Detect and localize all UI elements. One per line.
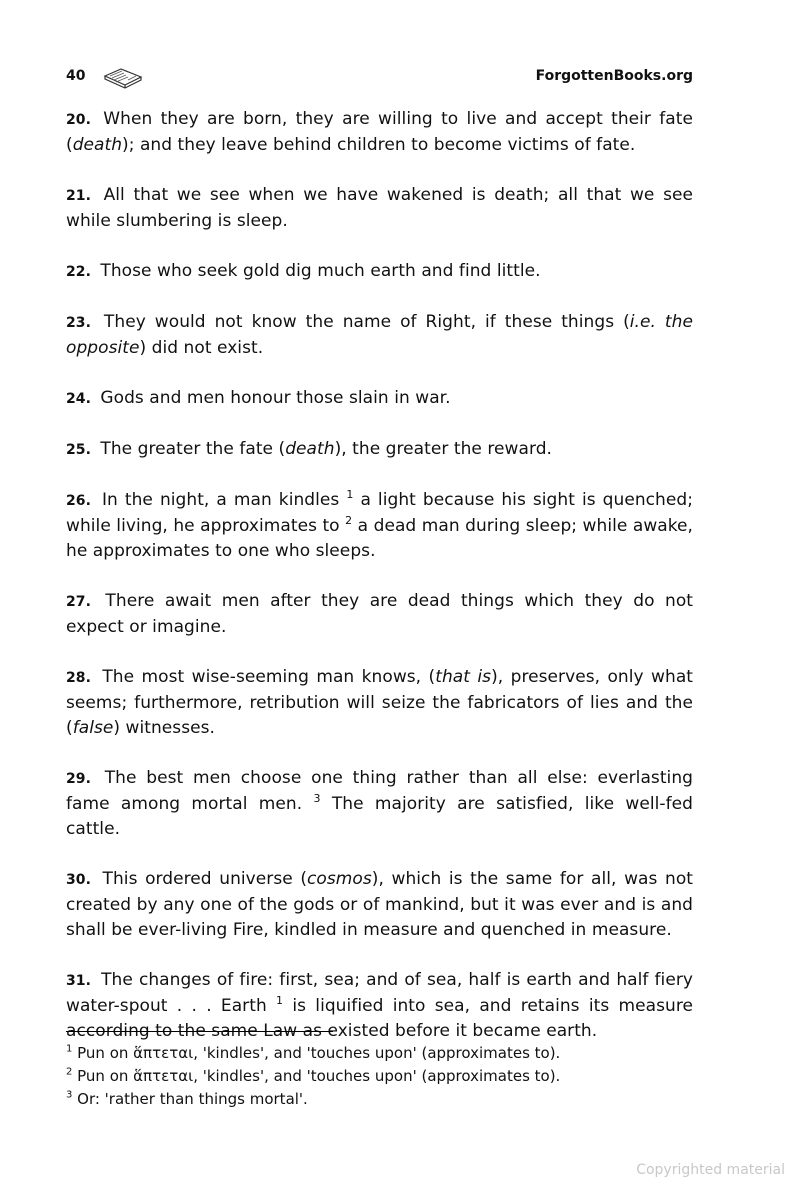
fragment-number: 20. [66,112,91,128]
text-run: Those who seek gold dig much earth and find little. [94,261,541,281]
text-run: ) did not exist. [139,338,264,358]
footnote-text: Pun on ἅπτεται, 'kindles', and 'touches upon' (approximates to). [72,1067,561,1085]
text-run: is liquified into sea, and retains its measure according to the same Law as existed before it became earth. [66,996,693,1041]
text-run: The best men choose one thing rather than all else: everlasting fame among mortal men. [66,768,693,814]
page-header [66,66,693,92]
fragment-number: 21. [66,188,91,204]
fragment-number: 22. [66,264,91,280]
text-run: They would not know the name of Right, if these things ( [94,312,630,332]
italic-text: cosmos [307,869,372,889]
text-run: Gods and men honour those slain in war. [94,388,451,408]
text-run: ), the greater the reward. [334,439,552,459]
text-run: In the night, a man kindles [94,490,347,510]
italic-text: false [72,718,114,738]
text-run: The changes of fire: first, sea; and of sea, half is earth and half fiery water-spout . . . Earth [66,970,693,1016]
main-text [66,107,693,1069]
fragment-number: 26. [66,493,91,509]
text-run: ) witnesses. [113,718,215,738]
text-run: a dead man during sleep; while awake, he approximates to one who sleeps. [66,516,693,561]
fragment-paragraph [66,386,693,412]
fragment-paragraph [66,183,693,234]
text-run: ); and they leave behind children to become victims of fate. [122,135,636,155]
footnote [66,1088,693,1111]
fragment-number: 31. [66,973,91,989]
text-run: The greater the fate ( [94,439,286,459]
fragment-number: 24. [66,391,91,407]
fragment-paragraph [66,107,693,158]
footnote-text: Or: 'rather than things mortal'. [72,1090,308,1108]
fragment-number: 28. [66,670,91,686]
text-run: The most wise-seeming man knows, ( [94,667,436,687]
fragment-paragraph [66,310,693,361]
italic-text: i.e. the opposite [66,312,693,358]
footnotes [66,1042,693,1111]
fragment-paragraph [66,488,693,564]
fragment-paragraph [66,259,693,285]
text-run: When they are born, they are willing to live and accept their fate ( [66,109,693,155]
text-run: ), which is the same for all, was not created by any one of the gods or of mankind, but it was ever and is and shall be ever-living Fire, kindled in measure and quenched in measure. [66,869,693,940]
text-run: The majority are satisfied, like well-fed cattle. [66,794,693,839]
footnote [66,1065,693,1088]
text-run: There await men after they are dead things which they do not expect or imagine. [66,591,693,637]
italic-text: death [72,135,123,155]
footnote-ref: 3 [313,791,321,805]
footnote-ref: 1 [346,487,354,501]
footnote-ref: 1 [276,993,284,1007]
fragment-number: 27. [66,594,91,610]
footnote-divider [66,1031,333,1032]
fragment-number: 30. [66,872,91,888]
watermark: Copyrighted material [636,1162,785,1178]
fragment-paragraph [66,766,693,842]
footnote-mark: 2 [66,1066,73,1078]
fragment-paragraph [66,665,693,741]
italic-text: that is [435,667,492,687]
footnote-text: Pun on ἅπτεται, 'kindles', and 'touches upon' (approximates to). [72,1044,561,1062]
open-book-icon [102,64,144,92]
footnote-mark: 1 [66,1043,73,1055]
text-run: All that we see when we have wakened is death; all that we see while slumbering is sleep. [66,185,693,231]
page-number: 40 [66,68,86,84]
footnote-ref: 2 [345,513,353,527]
text-run: This ordered universe ( [94,869,308,889]
fragment-paragraph [66,867,693,943]
fragment-number: 23. [66,315,91,331]
fragment-paragraph [66,437,693,463]
fragment-number: 25. [66,442,91,458]
site-name: ForgottenBooks.org [535,68,693,84]
fragment-paragraph [66,968,693,1044]
fragment-number: 29. [66,771,91,787]
italic-text: death [285,439,335,459]
footnote [66,1042,693,1065]
footnote-mark: 3 [66,1089,73,1101]
text-run: a light because his sight is quenched; while living, he approximates to [66,490,694,536]
fragment-paragraph [66,589,693,640]
text-run: ), preserves, only what seems; furthermore, retribution will seize the fabricators of lies and the ( [66,667,693,738]
